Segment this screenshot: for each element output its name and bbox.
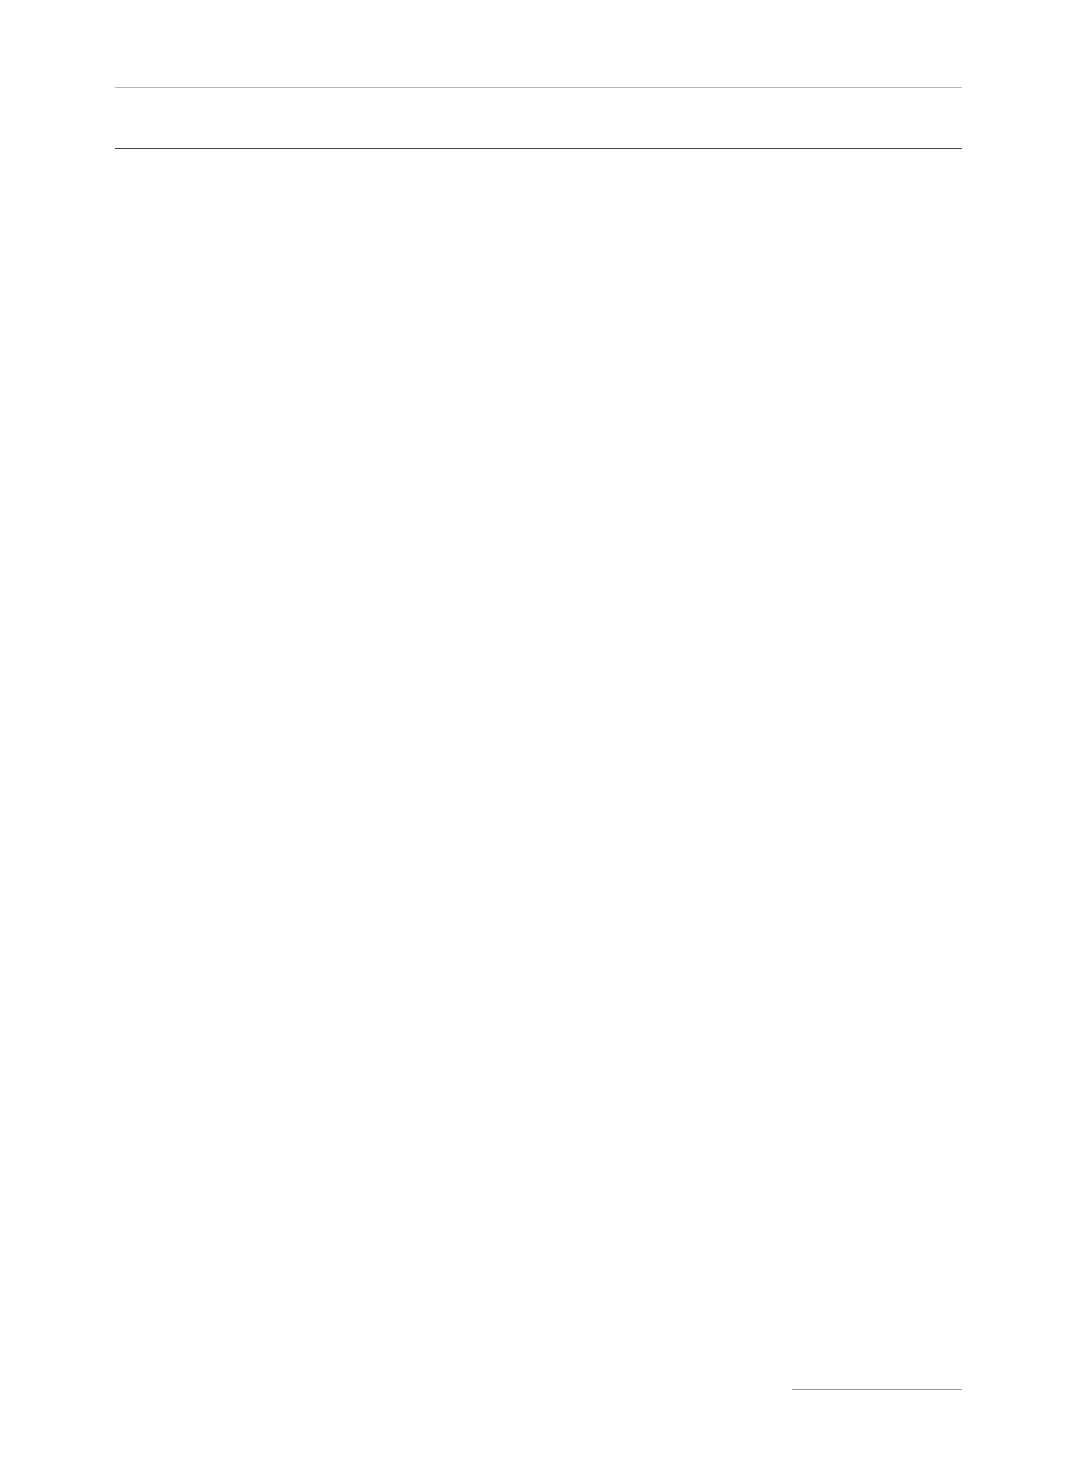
- running-header: [115, 62, 962, 86]
- table-of-contents: [115, 126, 962, 149]
- column-header-row: [115, 126, 962, 149]
- header-rule: [115, 87, 962, 88]
- footer-rule: [792, 1389, 962, 1390]
